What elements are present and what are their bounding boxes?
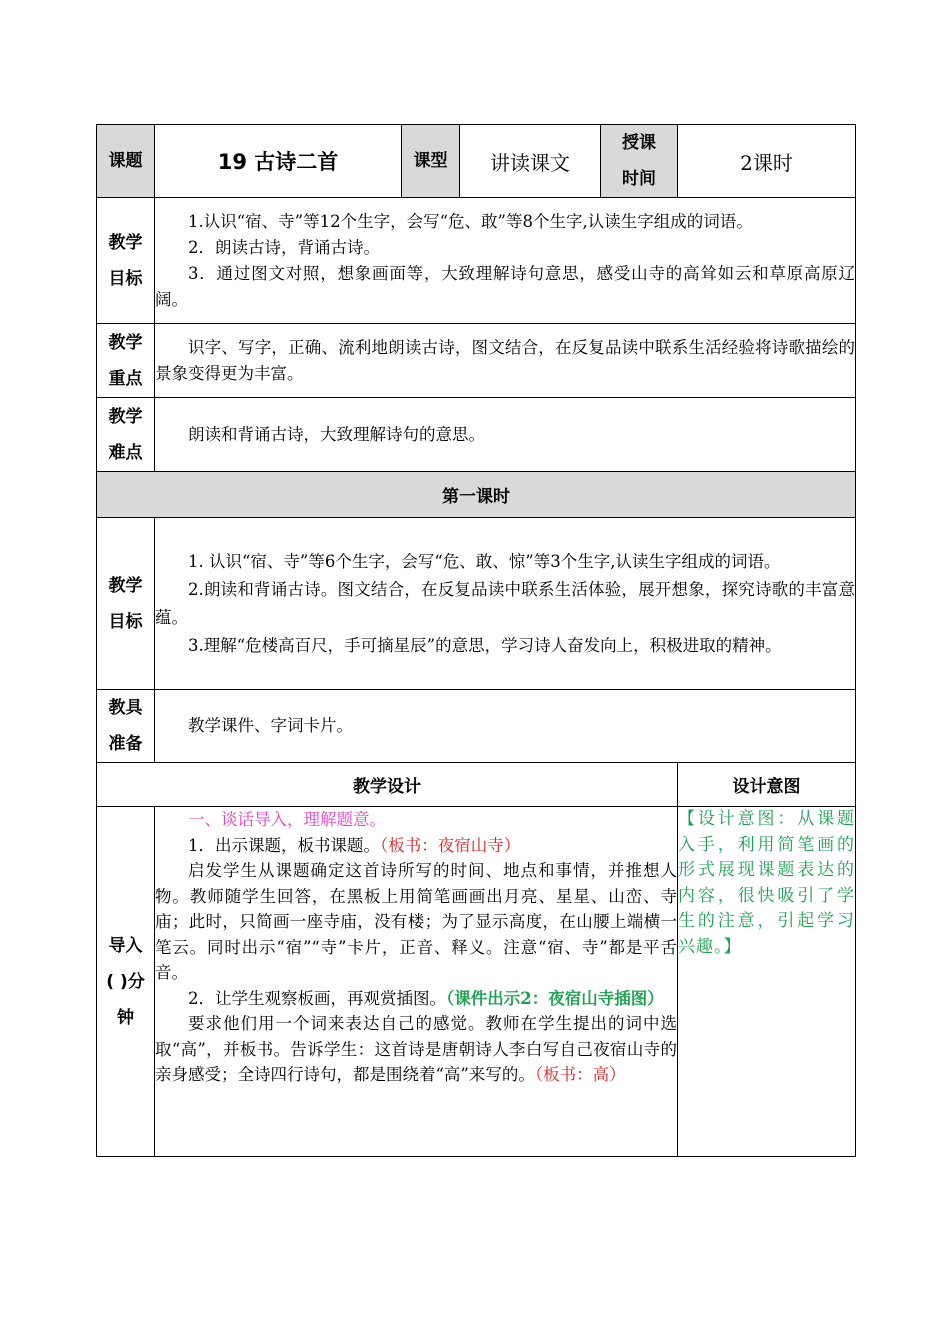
time-label-line1: 授课 bbox=[622, 133, 656, 153]
design-content-row bbox=[97, 807, 856, 1157]
tools-label-line2: 准备 bbox=[108, 734, 143, 754]
topic-value: 19 古诗二首 bbox=[155, 125, 402, 198]
lesson1-goals-label-line2: 目标 bbox=[108, 611, 143, 632]
step-text: 要求他们用一个词来表达自己的感觉。教师在学生提出的词中选取“高”，并板书。告诉学生：这首诗是唐朝诗人李白写自己夜宿山寺的亲身感受；全诗四行诗句，都是围绕着“高”来写的。 bbox=[155, 1014, 677, 1084]
stage-label-line1: 导入 bbox=[108, 935, 143, 956]
difficulties-label-line2: 难点 bbox=[108, 442, 143, 463]
lesson1-heading-row bbox=[97, 472, 856, 518]
goals-label bbox=[97, 198, 155, 324]
key-points-label bbox=[97, 324, 155, 398]
difficulties-content bbox=[155, 398, 856, 472]
goals-content bbox=[155, 198, 856, 324]
intent-column-header: 设计意图 bbox=[678, 763, 856, 807]
stage-label-line2: ( )分 bbox=[106, 971, 145, 992]
topic-label: 课题 bbox=[97, 125, 155, 198]
key-points-label-line1: 教学 bbox=[108, 332, 143, 353]
difficulties-text: 朗读和背诵古诗，大致理解诗句的意思。 bbox=[188, 424, 485, 444]
goals-label-line1: 教学 bbox=[108, 232, 143, 253]
step-paragraph bbox=[155, 986, 677, 1012]
design-intent: 【设计意图：从课题入手，利用简笔画的形式展现课题表达的内容，很快吸引了学生的注意，引起学习兴趣。】 bbox=[678, 807, 856, 1157]
lesson1-goal-item: 2.朗读和背诵古诗。图文结合，在反复品读中联系生活体验，展开想象，探究诗歌的丰富意蕴。 bbox=[155, 579, 855, 627]
key-points-row bbox=[97, 324, 856, 398]
design-column-header: 教学设计 bbox=[97, 763, 678, 807]
type-value: 讲读课文 bbox=[460, 125, 601, 198]
design-header-row bbox=[97, 763, 856, 807]
tools-text: 教学课件、字词卡片。 bbox=[188, 716, 353, 735]
step-paragraph: 启发学生从课题确定这首诗所写的时间、地点和事情，并推想人物。教师随学生回答，在黑板上用简笔画画出月亮、星星、山峦、寺庙；此时，只简画一座寺庙，没有楼；为了显示高度，在山腰上端横一笔云。同时出示“宿”“寺”卡片，正音、释义。注意“宿、寺”都是平舌音。 bbox=[155, 861, 677, 982]
board-note: （板书：夜宿山寺） bbox=[380, 835, 521, 855]
tools-content bbox=[155, 690, 856, 763]
step-heading: 一、谈话导入，理解题意。 bbox=[188, 810, 386, 829]
goal-item: 3．通过图文对照，想象画面等，大致理解诗句意思，感受山寺的高耸如云和草原高原辽阔。 bbox=[155, 263, 855, 309]
lesson1-goals-label bbox=[97, 518, 155, 690]
header-row bbox=[97, 125, 856, 198]
lesson1-goal-item: 1. 认识“宿、寺”等6个生字，会写“危、敢、惊”等3个生字,认读生字组成的词语。 bbox=[188, 551, 781, 571]
tools-label bbox=[97, 690, 155, 763]
goals-label-line2: 目标 bbox=[108, 268, 143, 289]
stage-label bbox=[97, 807, 155, 1157]
difficulties-row bbox=[97, 398, 856, 472]
difficulties-label bbox=[97, 398, 155, 472]
stage-label-line3: 钟 bbox=[117, 1007, 134, 1028]
lesson1-goal-item: 3.理解“危楼高百尺，手可摘星辰”的意思，学习诗人奋发向上，积极进取的精神。 bbox=[188, 635, 782, 655]
key-points-content bbox=[155, 324, 856, 398]
lesson-plan-table bbox=[96, 124, 856, 1157]
lesson1-goals-content bbox=[155, 518, 856, 690]
difficulties-label-line1: 教学 bbox=[108, 406, 143, 427]
lesson1-goals-label-line1: 教学 bbox=[108, 575, 143, 596]
type-label: 课型 bbox=[402, 125, 460, 198]
goals-row bbox=[97, 198, 856, 324]
goal-item: 1.认识“宿、寺”等12个生字，会写“危、敢”等8个生字,认读生字组成的词语。 bbox=[188, 211, 753, 231]
time-label-line2: 时间 bbox=[622, 169, 656, 189]
key-points-label-line2: 重点 bbox=[108, 368, 143, 389]
time-label bbox=[601, 125, 678, 198]
tools-row bbox=[97, 690, 856, 763]
lesson1-title: 第一课时 bbox=[97, 472, 856, 518]
step-text: 2．让学生观察板画，再观赏插图。 bbox=[188, 988, 446, 1008]
lesson1-goals-row bbox=[97, 518, 856, 690]
time-value: 2课时 bbox=[678, 125, 856, 198]
step-text: 1．出示课题，板书课题。 bbox=[188, 835, 380, 855]
step-paragraph bbox=[155, 1011, 677, 1088]
step-paragraph bbox=[155, 833, 677, 859]
board-note: （板书：高） bbox=[534, 1065, 626, 1084]
tools-label-line1: 教具 bbox=[108, 698, 143, 718]
design-content bbox=[155, 807, 678, 1157]
key-points-text: 识字、写字，正确、流利地朗读古诗，图文结合，在反复品读中联系生活经验将诗歌描绘的景象变得更为丰富。 bbox=[155, 337, 855, 383]
courseware-note: （课件出示2：夜宿山寺插图） bbox=[446, 988, 664, 1008]
goal-item: 2．朗读古诗，背诵古诗。 bbox=[188, 237, 380, 257]
